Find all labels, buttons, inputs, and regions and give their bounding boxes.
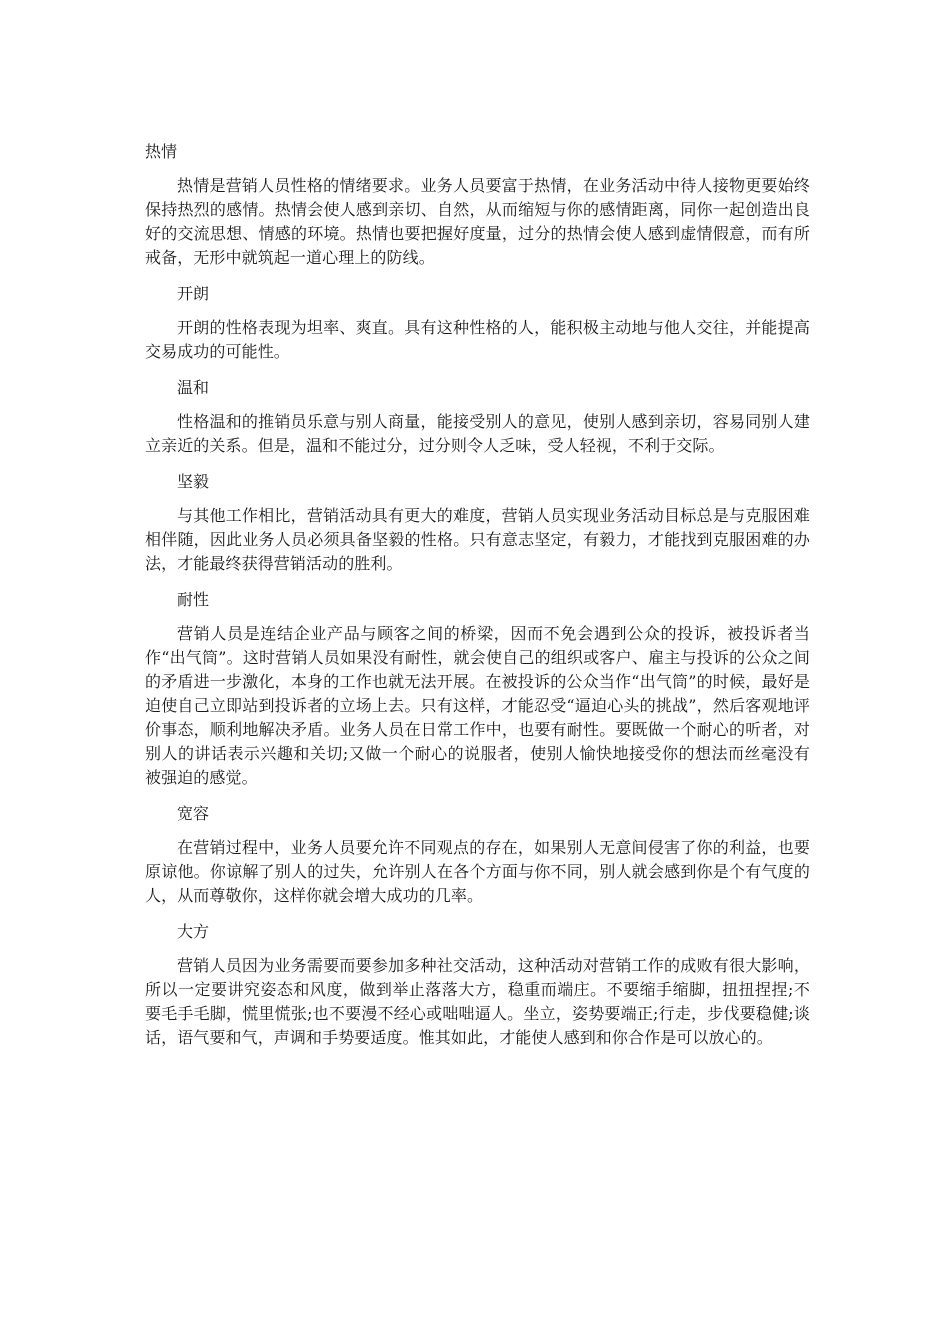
section-body-generosity: 营销人员因为业务需要而要参加多种社交活动，这种活动对营销工作的成败有很大影响，所以一定要讲究姿态和风度，做到举止落落大方，稳重而端庄。不要缩手缩脚，扭扭捏捏;不要毛手毛脚，慌里慌张;也不要漫不经心或咄咄逼人。坐立，姿势要端正;行走，步伐要稳健;谈话，语气要和气，声调和手势要适度。惟其如此，才能使人感到和你合作是可以放心的。: [145, 956, 810, 1047]
section-heading-patience: 耐性: [177, 590, 210, 609]
section-heading-generosity: 大方: [177, 922, 210, 941]
document-page: [145, 140, 810, 1062]
section-body-tolerance: 在营销过程中，业务人员要允许不同观点的存在，如果别人无意间侵害了你的利益，也要原谅他。你谅解了别人的过失，允许别人在各个方面与你不同，别人就会感到你是个有气度的人，从而尊敬你，这样你就会增大成功的几率。: [145, 838, 810, 905]
section-heading-enthusiasm: 热情: [145, 142, 178, 161]
section-body-cheerful: 开朗的性格表现为坦率、爽直。具有这种性格的人，能积极主动地与他人交往，并能提高交易成功的可能性。: [145, 318, 810, 361]
section-body-gentle: 性格温和的推销员乐意与别人商量，能接受别人的意见，使别人感到亲切，容易同别人建立亲近的关系。但是，温和不能过分，过分则令人乏味，受人轻视，不利于交际。: [145, 412, 810, 455]
section-body-patience: 营销人员是连结企业产品与顾客之间的桥梁，因而不免会遇到公众的投诉，被投诉者当作“出气筒”。这时营销人员如果没有耐性，就会使自己的组织或客户、雇主与投诉的公众之间的矛盾进一步激化，本身的工作也就无法开展。在被投诉的公众当作“出气筒”的时候，最好是迫使自己立即站到投诉者的立场上去。只有这样，才能忍受“逼迫心头的挑战”，然后客观地评价事态，顺利地解决矛盾。业务人员在日常工作中，也要有耐性。要既做一个耐心的听者，对别人的讲话表示兴趣和关切;又做一个耐心的说服者，使别人愉快地接受你的想法而丝毫没有被强迫的感觉。: [145, 624, 810, 787]
section-body-enthusiasm: 热情是营销人员性格的情绪要求。业务人员要富于热情，在业务活动中待人接物更要始终保持热烈的感情。热情会使人感到亲切、自然，从而缩短与你的感情距离，同你一起创造出良好的交流思想、情感的环境。热情也要把握好度量，过分的热情会使人感到虚情假意，而有所戒备，无形中就筑起一道心理上的防线。: [145, 176, 810, 267]
section-heading-gentle: 温和: [177, 378, 210, 397]
section-body-perseverance: 与其他工作相比，营销活动具有更大的难度，营销人员实现业务活动目标总是与克服困难相伴随，因此业务人员必须具备坚毅的性格。只有意志坚定，有毅力，才能找到克服困难的办法，才能最终获得营销活动的胜利。: [145, 506, 810, 573]
section-heading-tolerance: 宽容: [177, 804, 210, 823]
section-heading-cheerful: 开朗: [177, 284, 210, 303]
section-heading-perseverance: 坚毅: [177, 472, 210, 491]
